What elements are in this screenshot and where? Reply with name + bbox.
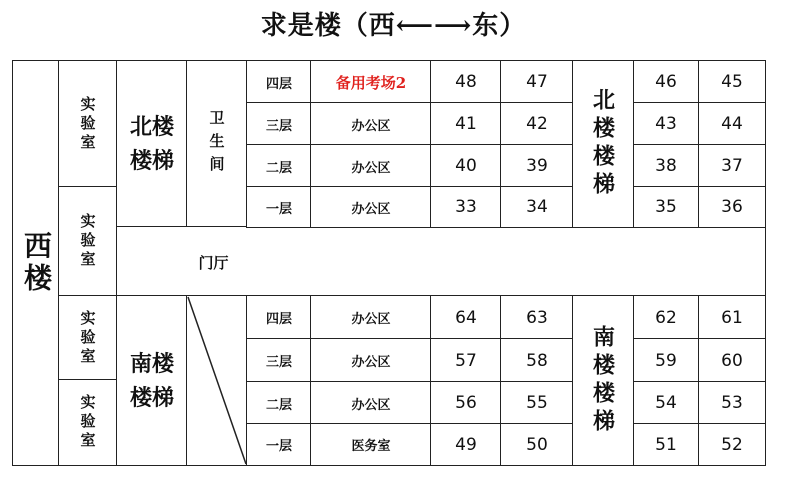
stair-diagonal-cell bbox=[186, 295, 248, 466]
room-label: 办公区 bbox=[310, 144, 432, 188]
page-title: 求是楼（西⟵⟶东） bbox=[260, 11, 527, 41]
seat-number: 37 bbox=[698, 144, 766, 188]
floor-label: 二层 bbox=[246, 144, 312, 188]
seat-number: 48 bbox=[430, 60, 502, 104]
floor-label: 二层 bbox=[246, 381, 312, 425]
west-building-label: 西楼 bbox=[12, 60, 60, 466]
floor-label: 三层 bbox=[246, 102, 312, 146]
room-label: 办公区 bbox=[310, 381, 432, 425]
north-stairs-west bbox=[116, 60, 188, 228]
seat-number: 47 bbox=[500, 60, 574, 104]
south-stairs-line2: 楼梯 bbox=[129, 384, 174, 411]
seat-number: 44 bbox=[698, 102, 766, 146]
room-label: 办公区 bbox=[310, 186, 432, 228]
north-stairs-line1: 北楼 bbox=[129, 114, 174, 140]
seat-number: 62 bbox=[632, 295, 700, 340]
diagonal-line bbox=[186, 295, 248, 466]
seat-number: 57 bbox=[430, 338, 502, 383]
seat-number: 33 bbox=[430, 186, 502, 228]
seat-number: 43 bbox=[632, 102, 700, 146]
seat-number: 45 bbox=[698, 60, 766, 104]
seat-number: 60 bbox=[698, 338, 766, 383]
seat-number: 42 bbox=[500, 102, 574, 146]
south-stairs-line1: 南楼 bbox=[129, 350, 174, 377]
seat-number: 52 bbox=[698, 423, 766, 466]
seat-number: 61 bbox=[698, 295, 766, 340]
seat-number: 53 bbox=[698, 381, 766, 425]
restroom: 卫生间 bbox=[186, 60, 248, 228]
lobby-open-area bbox=[310, 226, 766, 297]
floor-label: 一层 bbox=[246, 186, 312, 228]
lab-cell-4: 实验室 bbox=[58, 379, 118, 466]
seat-number: 39 bbox=[500, 144, 574, 188]
south-stairs-east: 南楼楼梯 bbox=[572, 295, 634, 466]
north-stairs-line2: 楼梯 bbox=[129, 148, 174, 174]
floor-label: 三层 bbox=[246, 338, 312, 383]
north-stairs-east: 北楼楼梯 bbox=[572, 60, 634, 228]
seat-number: 38 bbox=[632, 144, 700, 188]
floor-label: 四层 bbox=[246, 295, 312, 340]
seat-number: 35 bbox=[632, 186, 700, 228]
floor-label: 一层 bbox=[246, 423, 312, 466]
seat-number: 46 bbox=[632, 60, 700, 104]
seat-number: 56 bbox=[430, 381, 502, 425]
seat-number: 34 bbox=[500, 186, 574, 228]
lab-cell-3: 实验室 bbox=[58, 295, 118, 381]
room-label: 办公区 bbox=[310, 338, 432, 383]
seat-number: 36 bbox=[698, 186, 766, 228]
room-label: 医务室 bbox=[310, 423, 432, 466]
seat-number: 63 bbox=[500, 295, 574, 340]
room-label: 备用考场2 bbox=[310, 60, 432, 104]
room-label: 办公区 bbox=[310, 102, 432, 146]
seat-number: 41 bbox=[430, 102, 502, 146]
seat-number: 49 bbox=[430, 423, 502, 466]
lab-cell-2: 实验室 bbox=[58, 186, 118, 297]
room-label: 办公区 bbox=[310, 295, 432, 340]
lab-cell-1: 实验室 bbox=[58, 60, 118, 188]
seat-number: 59 bbox=[632, 338, 700, 383]
south-stairs-west bbox=[116, 295, 188, 466]
seat-number: 54 bbox=[632, 381, 700, 425]
floor-label: 四层 bbox=[246, 60, 312, 104]
seat-number: 55 bbox=[500, 381, 574, 425]
seat-number: 51 bbox=[632, 423, 700, 466]
seat-number: 58 bbox=[500, 338, 574, 383]
seat-number: 40 bbox=[430, 144, 502, 188]
lobby: 门厅 bbox=[116, 226, 310, 297]
seat-number: 50 bbox=[500, 423, 574, 466]
seat-number: 64 bbox=[430, 295, 502, 340]
